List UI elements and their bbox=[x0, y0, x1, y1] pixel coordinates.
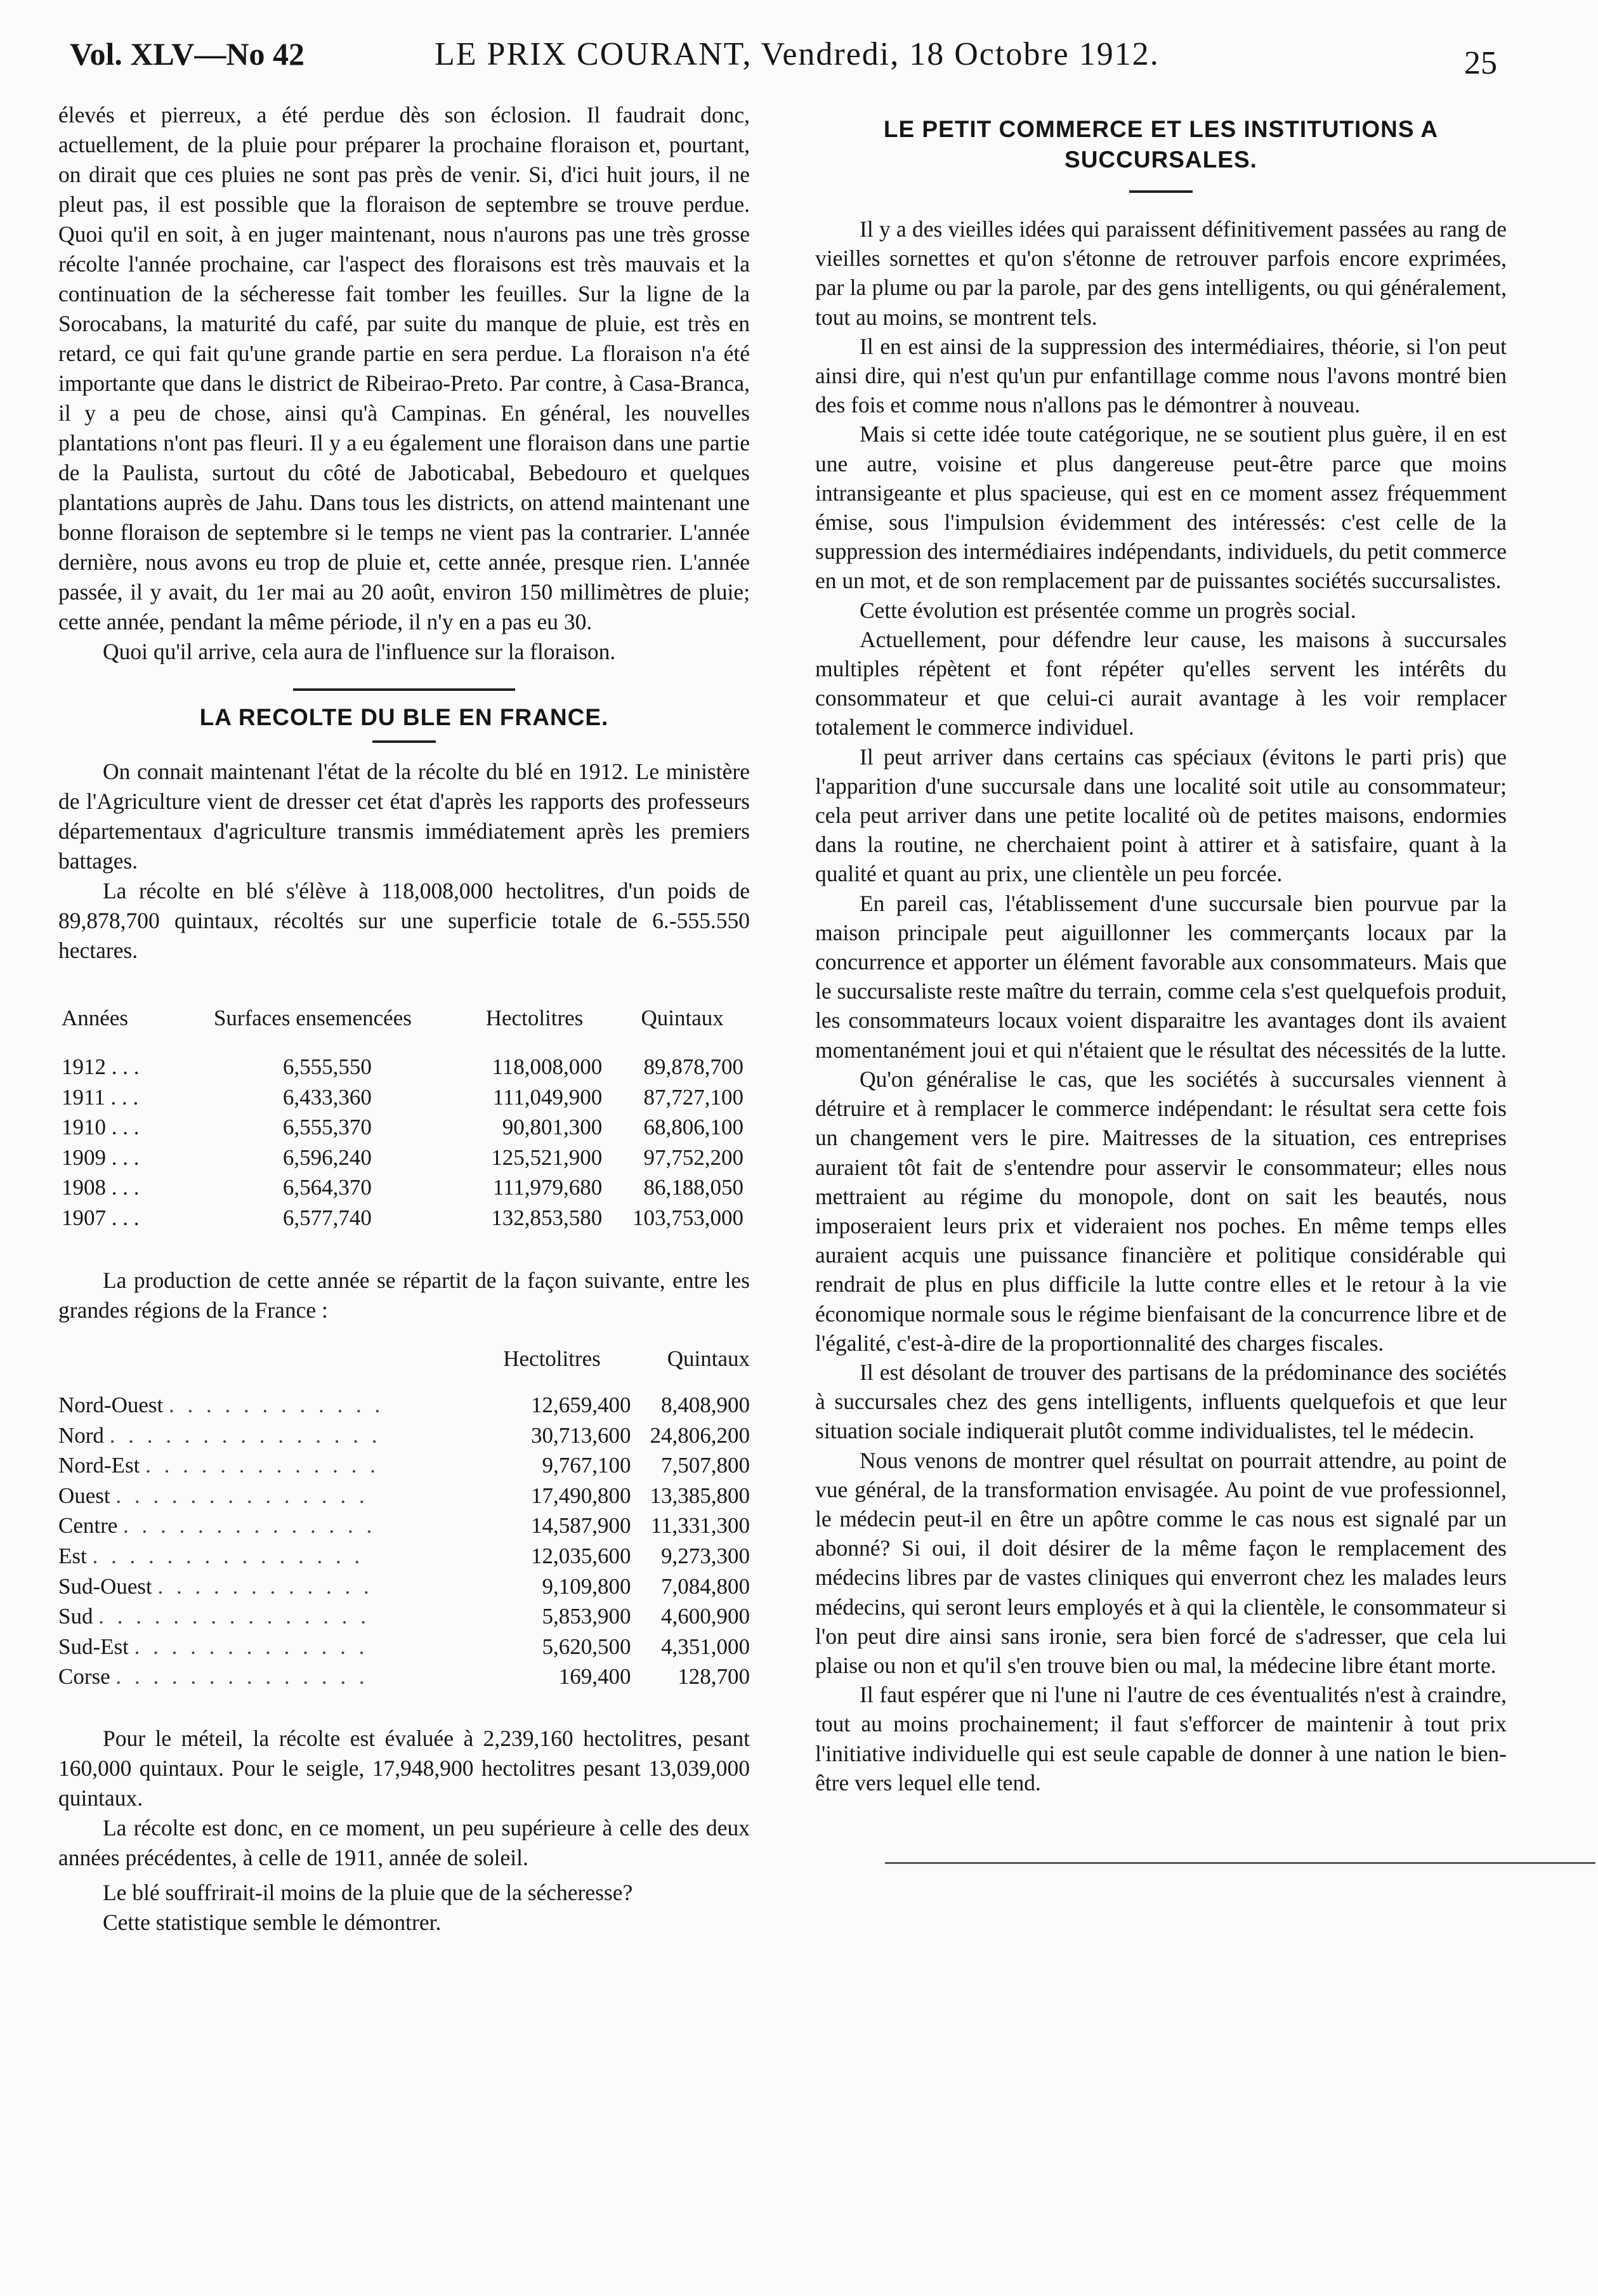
article-title-commerce: LE PETIT COMMERCE ET LES INSTITUTIONS A SUCCURSALES. bbox=[883, 116, 1439, 173]
paragraph: Il en est ainsi de la suppression des intermédiaires, théorie, si l'on peut ainsi dire, qui n'est qu'un pur enfantillage comme nous l'avons montré bien des fois et comme nous n'allons pas le démontrer à nouveau. bbox=[815, 333, 1507, 418]
left-column bbox=[58, 100, 750, 1938]
paragraph: Cette statistique semble le démontrer. bbox=[103, 1909, 442, 1935]
table-row: Sud . . . . . . . . . . . . . . . 5,853,900 4,600,900 bbox=[58, 1604, 750, 1629]
harvest-table-regions bbox=[58, 1344, 750, 1692]
paragraph: La production de cette année se répartit de la façon suivante, entre les grandes régions de la France : bbox=[58, 1268, 750, 1323]
harvest-table-years bbox=[58, 1004, 750, 1233]
paragraph: Il y a des vieilles idées qui paraissent définitivement passées au rang de vieilles sornettes et qu'on s'étonne de retrouver parfois encore exprimées, par la plume ou par la parole, par des gens intelligents, ou qui généralement, tout au moins, se montrent tels. bbox=[815, 216, 1507, 330]
table-row: Sud-Ouest . . . . . . . . . . . . 9,109,800 7,084,800 bbox=[58, 1573, 750, 1599]
table-row: 1908 . . . 6,564,370 111,979,680 86,188,050 bbox=[62, 1175, 743, 1200]
title-underline bbox=[1129, 190, 1193, 193]
paragraph: Nous venons de montrer quel résultat on pourrait attendre, au point de vue général, de la transformation envisagée. Au point de vue professionnel, le médecin peut-il en être un apôtre comme le cas nous est signalé par un abonné? Si oui, il doit désirer de la même façon le remplacement des médecins libres par de vastes cliniques qui enverront chez les malades leurs médecins, qui seront leurs employés et à qui la clientèle, le consommateur si l'on peut dire ainsi sans ironie, sera bien forcé de s'adresser, que cela lui plaise ou non et qu'il s'en trouve bien ou mal, la médecine libre étant morte. bbox=[815, 1447, 1507, 1678]
col-header-quintaux: Quintaux bbox=[641, 1006, 724, 1030]
table-row: 1909 . . . 6,596,240 125,521,900 97,752,200 bbox=[62, 1145, 743, 1170]
table-row: Nord . . . . . . . . . . . . . . . 30,713,600 24,806,200 bbox=[58, 1422, 750, 1448]
table-row: 1910 . . . 6,555,370 90,801,300 68,806,100 bbox=[62, 1115, 743, 1139]
paragraph: Qu'on généralise le cas, que les sociétés à succursales viennent à détruire et à remplacer le commerce indépendant: le résultat sera cette fois un changement vers le pire. Maitresses de la situation, ces entreprises auraient tôt fait de s'entendre pour asservir le consommateur; elles nous mettraient au régime du monopole, dont on sait les beautés, nous imposeraient leurs prix et videraient nos poches. En même temps elles auraient acquis une puissance financière et politique considérable qui rendrait de plus en plus difficile la lutte contre elles et le retour à la vie économique normale sous le régime bienfaisant de la concurrence libre et de l'égalité, c'est-à-dire de la proportionnalité des charges fiscales. bbox=[815, 1066, 1507, 1356]
table-row: Corse . . . . . . . . . . . . . . 169,400 128,700 bbox=[58, 1664, 750, 1689]
paragraph: Il est désolant de trouver des partisans de la prédominance des sociétés à succursales chez des gens intelligents, influents quelquefois et que leur situation sociale indiquerait plutôt comme individualistes, tel le médecin. bbox=[815, 1359, 1507, 1444]
col-header-hectolitres: Hectolitres bbox=[503, 1346, 601, 1371]
table-row: 1911 . . . 6,433,360 111,049,900 87,727,100 bbox=[62, 1084, 743, 1110]
section-divider bbox=[293, 688, 515, 691]
table-row: 1907 . . . 6,577,740 132,853,580 103,753,000 bbox=[62, 1205, 743, 1230]
strikethrough-line bbox=[885, 1862, 1595, 1864]
paragraph: Il faut espérer que ni l'une ni l'autre de ces éventualités n'est à craindre, tout au moins prochainement; il faut s'efforcer de maintenir à tout prix l'initiative individuelle qui est seule capable de donner à une nation le bien-être vers lequel elle tend. bbox=[815, 1682, 1507, 1795]
paragraph: On connait maintenant l'état de la récolte du blé en 1912. Le ministère de l'Agriculture vient de dresser cet état d'après les rapports des professeurs départementaux d'agriculture transmis immédiatement après les premiers battages. bbox=[58, 759, 750, 874]
paragraph: Pour le méteil, la récolte est évaluée à 2,239,160 hectolitres, pesant 160,000 quintaux. Pour le seigle, 17,948,900 hectolitres pesant 13,039,000 quintaux. bbox=[58, 1725, 750, 1811]
publication-title: LE PRIX COURANT, Vendredi, 18 Octobre 1912. bbox=[435, 36, 1160, 72]
title-underline bbox=[372, 740, 436, 743]
col-header-surfaces: Surfaces ensemencées bbox=[213, 1006, 412, 1030]
table-row: 1912 . . . 6,555,550 118,008,000 89,878,700 bbox=[62, 1054, 743, 1079]
paragraph: Actuellement, pour défendre leur cause, les maisons à succursales multiples répètent et font répéter qu'elles servent les intérêts du consommateur et que celui-ci aurait avantage à les voir remplacer totalement le commerce individuel. bbox=[815, 626, 1507, 740]
page-header bbox=[70, 33, 1497, 90]
table-row: Nord-Ouest . . . . . . . . . . . . 12,659,400 8,408,900 bbox=[58, 1393, 750, 1417]
table-row: Centre . . . . . . . . . . . . . . 14,587,900 11,331,300 bbox=[58, 1513, 750, 1538]
paragraph: Le blé souffrirait-il moins de la pluie que de la sécheresse? bbox=[103, 1879, 633, 1905]
table-row: Nord-Est . . . . . . . . . . . . . 9,767,100 7,507,800 bbox=[58, 1453, 750, 1478]
paragraph: Cette évolution est présentée comme un progrès social. bbox=[860, 597, 1356, 623]
paragraph: Mais si cette idée toute catégorique, ne se soutient plus guère, il en est une autre, voisine et plus dangereuse peut-être parce que moins intransigeante et plus spacieuse, qui est en ce moment assez fréquemment émise, sous l'impulsion évidemment des intéressés: c'est celle de la suppression des intermédiaires indépendants, individuels, du petit commerce en un mot, et de son remplacement par de puissantes sociétés succursalistes. bbox=[815, 421, 1507, 594]
col-header-quintaux: Quintaux bbox=[667, 1346, 750, 1371]
table-row: Est . . . . . . . . . . . . . . . 12,035,600 9,273,300 bbox=[58, 1543, 750, 1568]
paragraph: La récolte est donc, en ce moment, un peu supérieure à celle des deux années précédentes, à celle de 1911, année de soleil. bbox=[58, 1814, 750, 1870]
page-number: 25 bbox=[1464, 45, 1497, 81]
col-header-annees: Années bbox=[62, 1006, 128, 1030]
continued-paragraph: élevés et pierreux, a été perdue dès son éclosion. Il faudrait donc, actuellement, de la pluie pour préparer la prochaine floraison et, pourtant, on dirait que ces pluies ne sont pas près de venir. Si, d'ici huit jours, il ne pleut pas, il est possible que la floraison de septembre se trouve perdue. Quoi qu'il en soit, à en juger maintenant, nous n'aurons pas une très grosse récolte l'année prochaine, car l'aspect des floraisons est très mauvais et la continuation de la sécheresse fait tomber les feuilles. Sur la ligne de la Sorocabans, la maturité du café, par suite du manque de pluie, est très en retard, ce qui fait qu'une grande partie en sera perdue. La floraison n'a été importante que dans le district de Ribeirao-Preto. Par contre, à Casa-Branca, il y a peu de chose, ainsi qu'à Campinas. En général, les nouvelles plantations n'ont pas fleuri. Il y a eu également une floraison dans une partie de la Paulista, surtout du côté de Jaboticabal, Bebedouro et quelques plantations auprès de Jahu. Dans tous les districts, on attend maintenant une bonne floraison de septembre si le temps ne vient pas la contrarier. L'année dernière, nous avons eu trop de pluie et, cette année, presque rien. L'année passée, il y avait, du 1er mai au 20 août, environ 150 millimètres de pluie; cette année, pendant la même période, il n'y en a pas eu 30. bbox=[58, 102, 750, 634]
table-row: Sud-Est . . . . . . . . . . . . . 5,620,500 4,351,000 bbox=[58, 1634, 750, 1659]
volume-number: Vol. XLV—No 42 bbox=[70, 36, 305, 72]
paragraph: Il peut arriver dans certains cas spéciaux (évitons le parti pris) que l'apparition d'une succursale dans une localité soit utile au consommateur; cela peut arriver dans une petite localité où de petites maisons, endormies dans la routine, ne cherchaient point à attirer et à satisfaire, quant à la qualité et quant au prix, une clientèle un peu forcée. bbox=[815, 744, 1507, 887]
paragraph: Quoi qu'il arrive, cela aura de l'influence sur la floraison. bbox=[103, 639, 616, 664]
paragraph: En pareil cas, l'établissement d'une succursale bien pourvue par la maison principale peut aiguillonner les commerçants locaux par la concurrence et apporter un élément favorable aux consommateurs. Mais que le succursaliste reste maître du terrain, comme cela s'est quelquefois produit, les consommateurs locaux voient disparaitre les avantages dont ils avaient momentanément joui et qui n'étaient que le résultat des nécessités de la lutte. bbox=[815, 890, 1507, 1063]
paragraph: La récolte en blé s'élève à 118,008,000 hectolitres, d'un poids de 89,878,700 quintaux, récoltés sur une superficie totale de 6.-555.550 hectares. bbox=[58, 878, 750, 963]
right-column bbox=[815, 100, 1507, 1797]
col-header-hectolitres: Hectolitres bbox=[485, 1006, 584, 1030]
article-title-ble: LA RECOLTE DU BLE EN FRANCE. bbox=[199, 704, 609, 730]
table-row: Ouest . . . . . . . . . . . . . . 17,490,800 13,385,800 bbox=[58, 1483, 750, 1508]
